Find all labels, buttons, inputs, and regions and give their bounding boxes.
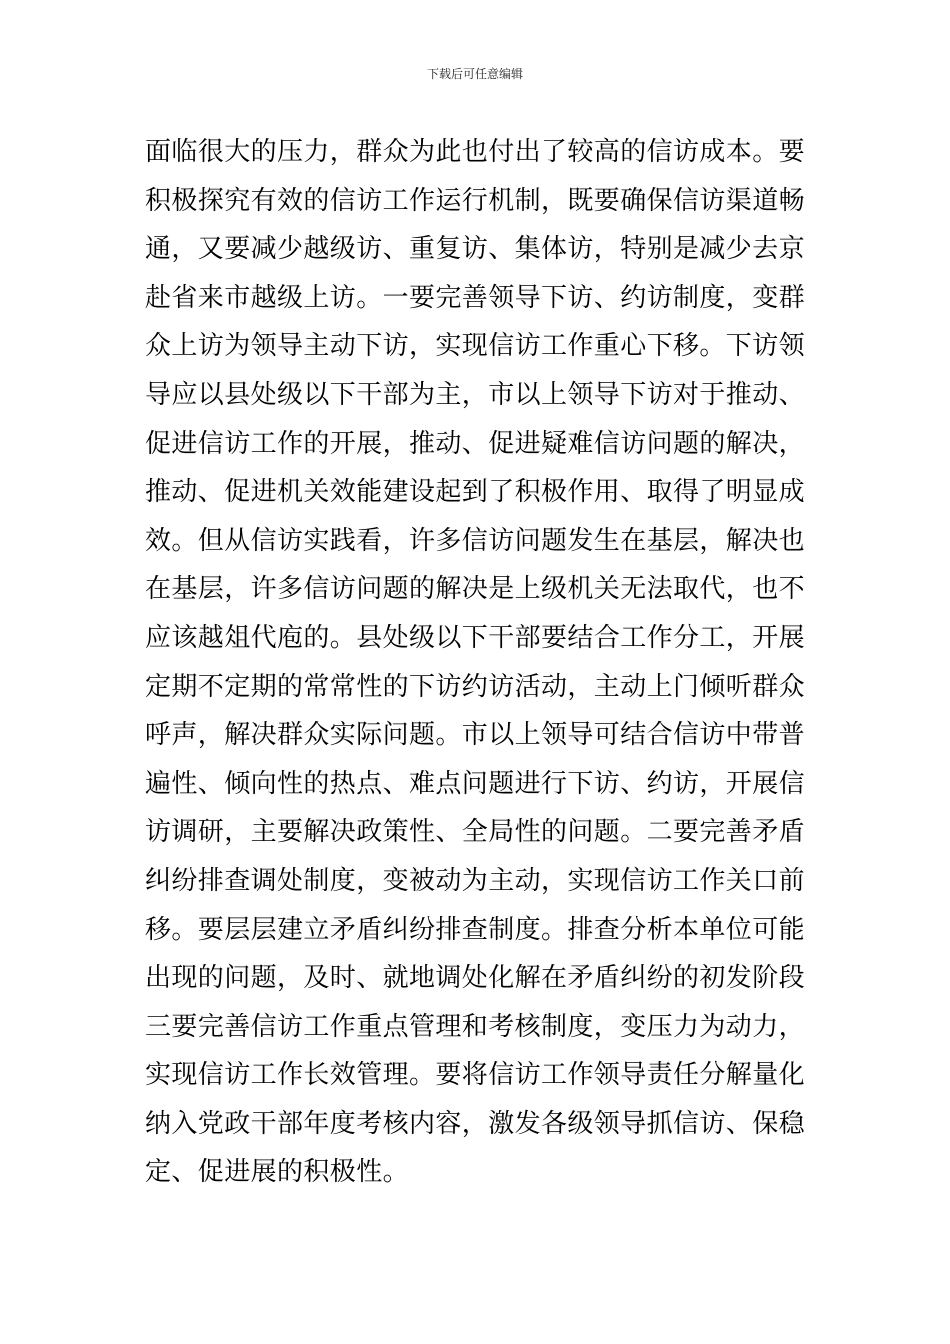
- text-line: 推动、促进机关效能建设起到了积极作用、取得了明显成: [145, 477, 806, 508]
- text-line: 面临很大的压力，群众为此也付出了较高的信访成本。要: [145, 137, 806, 167]
- text-line: 出现的问题，及时、就地调处化解在矛盾纠纷的初发阶段: [145, 963, 806, 994]
- text-line: 赴省来市越级上访。一要完善领导下访、约访制度，变群: [145, 282, 806, 313]
- text-line: 促进信访工作的开展，推动、促进疑难信访问题的解决，: [145, 428, 806, 459]
- text-line: 导应以县处级以下干部为主，市以上领导下访对于推动、: [145, 379, 806, 410]
- text-line: 积极探究有效的信访工作运行机制，既要确保信访渠道畅: [145, 185, 806, 216]
- text-line: 定、促进展的积极性。: [145, 1157, 410, 1188]
- text-line: 访调研，主要解决政策性、全局性的问题。二要完善矛盾: [145, 817, 806, 848]
- text-line: 纳入党政干部年度考核内容，激发各级领导抓信访、保稳: [145, 1108, 806, 1139]
- text-line: 三要完善信访工作重点管理和考核制度，变压力为动力，: [145, 1011, 806, 1042]
- text-line: 移。要层层建立矛盾纠纷排查制度。排查分析本单位可能: [145, 914, 806, 945]
- text-line: 在基层，许多信访问题的解决是上级机关无法取代，也不: [145, 574, 806, 605]
- text-line: 众上访为领导主动下访，实现信访工作重心下移。下访领: [145, 331, 806, 362]
- text-line: 效。但从信访实践看，许多信访问题发生在基层，解决也: [145, 525, 806, 556]
- text-line: 通，又要减少越级访、重复访、集体访，特别是减少去京: [145, 234, 806, 265]
- page-header: 下载后可任意编辑: [426, 67, 523, 81]
- text-line: 实现信访工作长效管理。要将信访工作领导责任分解量化: [145, 1060, 806, 1091]
- text-line: 纠纷排查调处制度，变被动为主动，实现信访工作关口前: [145, 865, 806, 896]
- text-line: 呼声，解决群众实际问题。市以上领导可结合信访中带普: [145, 720, 806, 751]
- body-paragraph: [145, 128, 825, 1197]
- text-line: 遍性、倾向性的热点、难点问题进行下访、约访，开展信: [145, 768, 806, 799]
- text-line: 定期不定期的常常性的下访约访活动，主动上门倾听群众: [145, 671, 806, 702]
- text-line: 应该越俎代庖的。县处级以下干部要结合工作分工，开展: [145, 622, 806, 653]
